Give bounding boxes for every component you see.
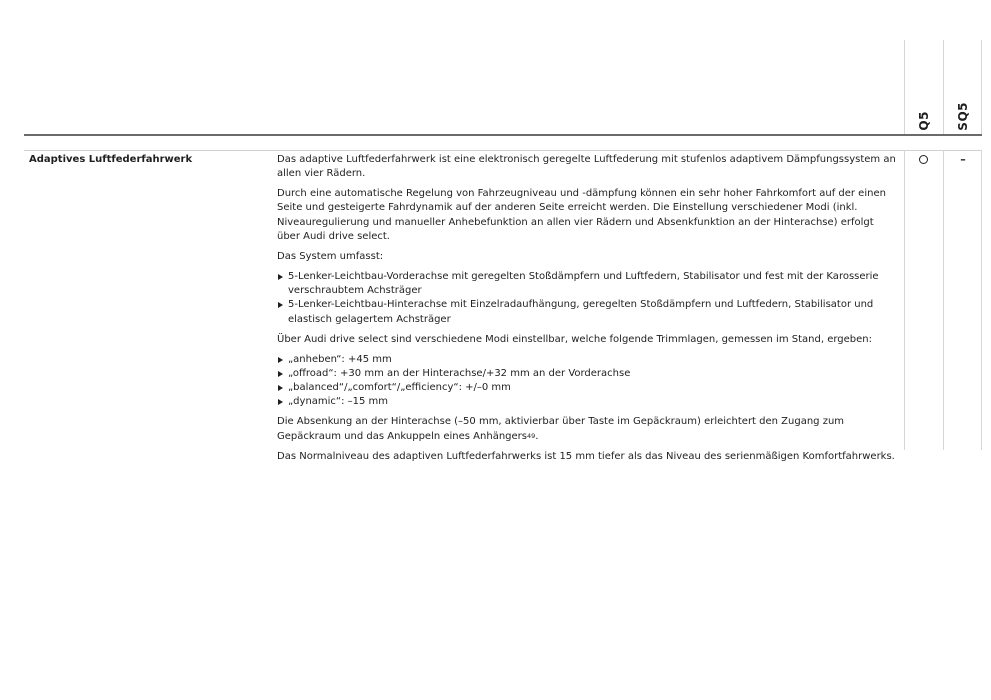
bullet-triangle-icon: [278, 399, 283, 405]
description-paragraph: Das Normalniveau des adaptiven Luftfederfahrwerks ist 15 mm tiefer als das Niveau des serienmäßigen Komfortfahrwerks.: [277, 450, 895, 462]
column-header-q5: [905, 40, 943, 131]
bullet-triangle-icon: [278, 302, 283, 308]
list-item: [277, 381, 897, 395]
row-top-rule: [24, 150, 982, 151]
list-item: [277, 298, 897, 327]
list-item-text: „offroad“: +30 mm an der Hinterachse/+32 mm an der Vorderachse: [288, 367, 631, 379]
footnote-reference: 49: [527, 431, 536, 440]
column-divider: [943, 150, 944, 450]
description-paragraph: Über Audi drive select sind verschiedene Modi einstellbar, welche folgende Trimmlagen, gemessen im Stand, ergeben:: [277, 333, 872, 345]
system-components-list: [277, 270, 897, 327]
optional-circle-icon: [919, 155, 928, 164]
list-item-text: „anheben“: +45 mm: [288, 353, 392, 365]
list-item-text: 5-Lenker-Leichtbau-Hinterachse mit Einzelradaufhängung, geregelten Stoßdämpfern und Luftfedern, Stabilisator und elastisch gelagertem Achsträger: [288, 299, 874, 325]
list-item: [277, 353, 897, 367]
description-paragraph: Durch eine automatische Regelung von Fahrzeugniveau und -dämpfung können ein sehr hoher Fahrkomfort auf der einen Seite und gesteigerte Fahrdynamik auf der anderen Seite erreicht werden. Die Einstellung verschiedener Modi (inkl. Niveauregulierung und manueller Anhebefunktion an allen vier Rädern und Absenkfunktion an der Hinterachse) erfolgt über Audi drive select.: [277, 188, 886, 243]
list-item-text: „dynamic“: –15 mm: [288, 396, 389, 408]
drive-modes-list: [277, 353, 897, 410]
paragraph-text: Die Absenkung an der Hinterachse (–50 mm, aktivierbar über Taste im Gepäckraum) erleichtert den Zugang zum Gepäckraum und das Ankuppeln eines Anhängers: [277, 416, 845, 442]
column-header-label: Q5: [917, 111, 931, 131]
list-item-text: 5-Lenker-Leichtbau-Vorderachse mit geregelten Stoßdämpfern und Luftfedern, Stabilisator und fest mit der Karosserie verschraubtem Achsträger: [288, 270, 879, 297]
list-item: [277, 270, 897, 299]
list-item-text: „balanced“/„comfort“/„efficiency“: +/–0 mm: [288, 382, 511, 394]
list-item: [277, 395, 897, 409]
bullet-triangle-icon: [278, 357, 283, 363]
description-paragraph: [277, 415, 897, 444]
description-paragraph: Das adaptive Luftfederfahrwerk ist eine elektronisch geregelte Luftfederung mit stufenlos adaptivem Dämpfungssystem an allen vier Rädern.: [277, 154, 896, 180]
column-divider: [981, 150, 982, 450]
bullet-triangle-icon: [278, 385, 283, 391]
bullet-triangle-icon: [278, 274, 283, 280]
feature-description: [277, 153, 897, 469]
header-rule: [24, 134, 982, 136]
paragraph-end: .: [535, 430, 539, 442]
column-divider: [904, 150, 905, 450]
feature-name: Adaptives Luftfederfahrwerk: [29, 154, 193, 165]
not-available-dash: –: [960, 153, 966, 166]
bullet-triangle-icon: [278, 371, 283, 377]
column-header-sq5: [944, 40, 982, 131]
description-paragraph: Das System umfasst:: [277, 250, 384, 262]
column-header-label: SQ5: [956, 102, 970, 131]
list-item: [277, 367, 897, 381]
